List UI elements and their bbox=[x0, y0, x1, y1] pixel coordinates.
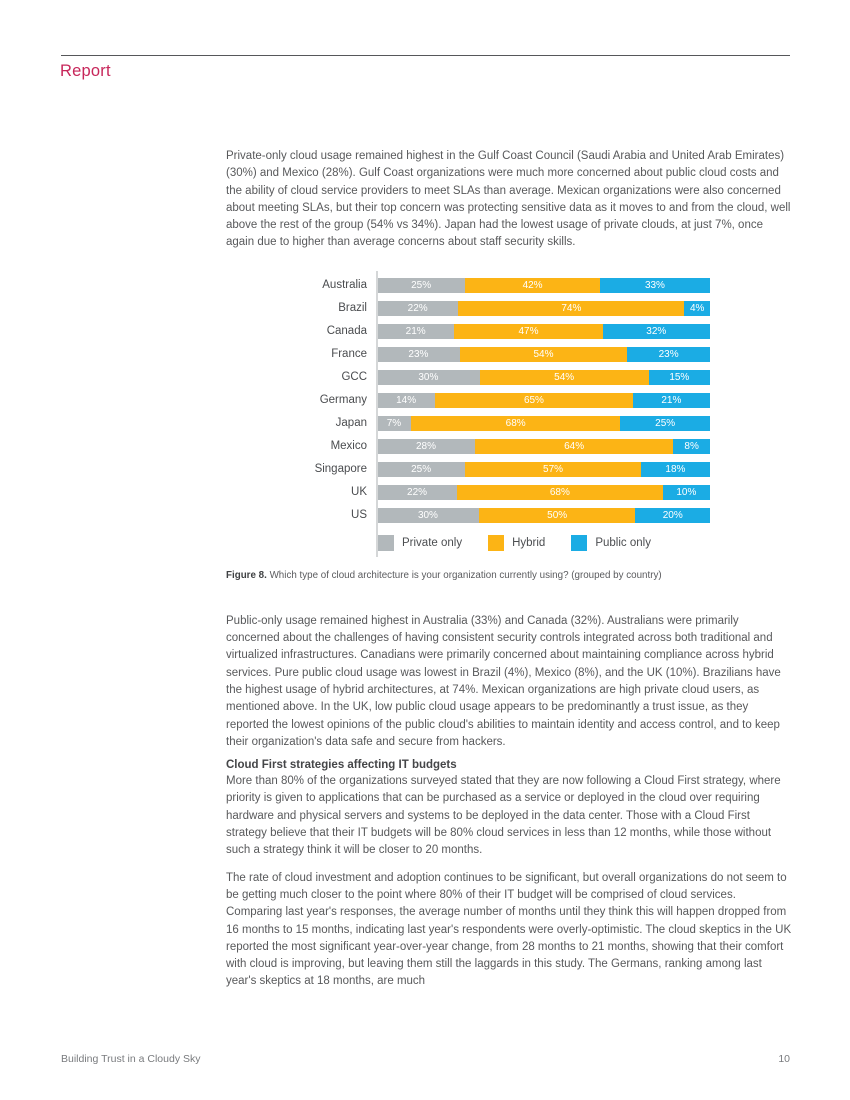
bar-segment-value: 25% bbox=[411, 463, 432, 475]
chart-bar-track bbox=[377, 508, 710, 523]
bar-segment-value: 21% bbox=[661, 394, 682, 406]
bar-segment-value: 23% bbox=[408, 348, 429, 360]
bar-segment bbox=[460, 347, 627, 362]
footer-document-title: Building Trust in a Cloudy Sky bbox=[61, 1053, 201, 1065]
bar-segment-value: 54% bbox=[533, 348, 554, 360]
header-rule bbox=[61, 55, 790, 56]
chart-category-label: Brazil bbox=[338, 302, 367, 315]
bar-segment bbox=[457, 485, 663, 500]
legend-swatch bbox=[571, 535, 587, 551]
bar-segment bbox=[377, 324, 454, 339]
paragraph-private-cloud-usage: Private-only cloud usage remained highest in the Gulf Coast Council (Saudi Arabia and United Arab Emirates) (30%) and Mexico (28%). Gulf Coast organizations were much more concerned about public cloud costs and the ability of cloud service providers to meet SLAs than average. Mexican organizations were also concerned about meeting SLAs, but their top concern was protecting sensitive data as it moves to and from the cloud, well above the rest of the group (54% vs 34%). Japan had the lowest usage of private clouds, at just 7%, once again due to higher than average concerns about staff security skills. bbox=[226, 150, 791, 249]
bar-segment bbox=[377, 278, 465, 293]
bar-segment bbox=[454, 324, 602, 339]
bar-segment-value: 54% bbox=[554, 371, 575, 383]
bar-segment bbox=[627, 347, 710, 362]
bar-segment-value: 74% bbox=[561, 302, 582, 314]
bar-segment bbox=[465, 278, 600, 293]
bar-segment bbox=[600, 278, 710, 293]
bar-segment-value: 15% bbox=[669, 371, 690, 383]
chart-row bbox=[226, 278, 710, 293]
bar-segment-value: 50% bbox=[547, 509, 568, 521]
bar-segment-value: 8% bbox=[684, 440, 699, 452]
paragraph-cloud-investment: The rate of cloud investment and adoption continues to be significant, but overall organizations do not seem to be getting much closer to the point where 80% of their IT budget will be comprised of cloud services. Comparing last year's responses, the average number of months until they think this will happen dropped from 16 months to 15 months, indicating last year's respondents were overly-optimistic. The cloud skeptics in the UK reported the most significant year-over-year change, from 28 months to 21 months, showing that their comfort with cloud is improving, but leaving them still the laggards in this study. The Germans, ranking among last year's skeptics at 18 months, are much bbox=[226, 871, 792, 988]
bar-segment-value: 30% bbox=[418, 371, 439, 383]
footer-page-number: 10 bbox=[778, 1053, 790, 1065]
bar-segment-value: 68% bbox=[505, 417, 526, 429]
chart-row bbox=[226, 462, 710, 477]
bar-segment bbox=[377, 508, 479, 523]
legend-item bbox=[488, 535, 545, 551]
chart-row bbox=[226, 347, 710, 362]
chart-category-label: Australia bbox=[322, 279, 367, 292]
chart-category-label: Germany bbox=[319, 394, 367, 407]
chart-row bbox=[226, 416, 710, 431]
bar-segment bbox=[465, 462, 641, 477]
paragraph-cloud-first: More than 80% of the organizations surveyed stated that they are now following a Cloud First strategy, where priority is given to applications that can be purchased as a service or deployed in the cloud over requiring hardware and physical servers and systems to be deployed in the data center. Those with a Cloud First strategy believe that their IT budgets will be 80% cloud services in less than 12 months, while those without such a strategy think it will be closer to 20 months. bbox=[226, 775, 781, 857]
chart-row bbox=[226, 485, 710, 500]
bar-segment bbox=[435, 393, 632, 408]
chart-axis-line bbox=[376, 271, 378, 557]
chart-category-label: GCC bbox=[341, 371, 367, 384]
bar-segment bbox=[480, 370, 649, 385]
bar-segment bbox=[377, 485, 457, 500]
figure-label: Figure 8. bbox=[226, 569, 267, 581]
bar-segment bbox=[663, 485, 710, 500]
bar-segment-value: 4% bbox=[689, 302, 705, 314]
chart-category-label: UK bbox=[351, 486, 367, 499]
bar-segment bbox=[635, 508, 710, 523]
chart-rows bbox=[226, 278, 710, 523]
figure-caption-text: Which type of cloud architecture is your organization currently using? (grouped by country) bbox=[266, 569, 662, 581]
bar-segment bbox=[377, 416, 411, 431]
bar-segment-value: 25% bbox=[655, 417, 676, 429]
bar-segment-value: 64% bbox=[564, 440, 585, 452]
legend-label: Public only bbox=[595, 536, 651, 549]
bar-segment bbox=[649, 370, 710, 385]
bar-segment-value: 22% bbox=[407, 302, 428, 314]
chart-bar-track bbox=[377, 301, 710, 316]
bar-segment bbox=[377, 370, 480, 385]
page-header-title: Report bbox=[60, 62, 111, 80]
legend-item bbox=[571, 535, 651, 551]
bar-segment bbox=[620, 416, 710, 431]
legend-label: Private only bbox=[402, 536, 463, 549]
chart-legend bbox=[378, 535, 710, 551]
bar-segment bbox=[641, 462, 710, 477]
legend-label: Hybrid bbox=[512, 536, 546, 549]
chart-category-label: France bbox=[331, 348, 367, 361]
chart-bar-track bbox=[377, 347, 710, 362]
bar-segment-value: 22% bbox=[407, 486, 428, 498]
chart-bar-track bbox=[377, 324, 710, 339]
chart-bar-track bbox=[377, 370, 710, 385]
bar-segment-value: 14% bbox=[396, 394, 417, 406]
chart-category-label: Singapore bbox=[314, 463, 367, 476]
bar-segment-value: 18% bbox=[665, 463, 686, 475]
figure-caption bbox=[226, 570, 792, 582]
chart-bar-track bbox=[377, 278, 710, 293]
bar-segment-value: 23% bbox=[658, 348, 679, 360]
bar-segment-value: 20% bbox=[662, 509, 683, 521]
chart-category-label: Canada bbox=[326, 325, 367, 338]
bar-segment bbox=[673, 439, 710, 454]
bar-segment-value: 28% bbox=[415, 440, 436, 452]
legend-swatch bbox=[378, 535, 394, 551]
bar-segment-value: 57% bbox=[543, 463, 564, 475]
chart-bar-track bbox=[377, 439, 710, 454]
bar-segment-value: 10% bbox=[676, 486, 697, 498]
bar-segment bbox=[377, 439, 475, 454]
legend-item bbox=[378, 535, 462, 551]
section-heading-cloud-first: Cloud First strategies affecting IT budgets bbox=[226, 759, 457, 772]
bar-segment bbox=[377, 347, 460, 362]
bar-segment-value: 7% bbox=[386, 417, 402, 429]
bar-segment bbox=[377, 393, 435, 408]
chart-bar-track bbox=[377, 393, 710, 408]
chart-category-label: Mexico bbox=[330, 440, 367, 453]
bar-segment bbox=[479, 508, 636, 523]
bar-segment bbox=[633, 393, 710, 408]
chart-category-label: US bbox=[351, 509, 367, 522]
bar-segment-value: 47% bbox=[518, 325, 539, 337]
chart-row bbox=[226, 370, 710, 385]
bar-segment bbox=[603, 324, 710, 339]
bar-segment bbox=[684, 301, 710, 316]
chart-category-label: Japan bbox=[335, 417, 367, 430]
bar-segment bbox=[377, 462, 465, 477]
chart-bar-track bbox=[377, 485, 710, 500]
bar-segment bbox=[475, 439, 673, 454]
chart-bar-track bbox=[377, 416, 710, 431]
bar-segment bbox=[458, 301, 684, 316]
chart-row bbox=[226, 324, 710, 339]
chart-bar-track bbox=[377, 462, 710, 477]
bar-segment-value: 30% bbox=[417, 509, 438, 521]
stacked-bar-chart bbox=[226, 271, 710, 557]
bar-segment-value: 33% bbox=[644, 279, 665, 291]
chart-row bbox=[226, 439, 710, 454]
bar-segment-value: 42% bbox=[522, 279, 543, 291]
chart-row bbox=[226, 393, 710, 408]
content-column bbox=[226, 148, 792, 991]
bar-segment-value: 21% bbox=[405, 325, 426, 337]
bar-segment bbox=[411, 416, 620, 431]
legend-swatch bbox=[488, 535, 504, 551]
paragraph-public-cloud-usage: Public-only usage remained highest in Australia (33%) and Canada (32%). Australians were primarily concerned about the challenges of having consistent security controls integrated across both traditional and virtualized infrastructures. Canadians were primarily concerned about maintaining compliance across hybrid services. Pure public cloud usage was lowest in Brazil (4%), Mexico (8%), and the UK (10%). Brazilians have the highest usage of hybrid architectures, at 74%. Mexican organizations are high private cloud users, as mentioned above. In the UK, low public cloud usage appears to be predominantly a trust issue, as they reported the lowest opinions of the public cloud's abilities to maintain identity and access control, and to keep their organization's data safe and secure from hackers. bbox=[226, 614, 781, 748]
chart-row bbox=[226, 301, 710, 316]
bar-segment bbox=[377, 301, 458, 316]
bar-segment-value: 68% bbox=[549, 486, 570, 498]
chart-row bbox=[226, 508, 710, 523]
bar-segment-value: 25% bbox=[411, 279, 432, 291]
bar-segment-value: 32% bbox=[646, 325, 667, 337]
bar-segment-value: 65% bbox=[523, 394, 544, 406]
page-footer bbox=[61, 1053, 790, 1065]
